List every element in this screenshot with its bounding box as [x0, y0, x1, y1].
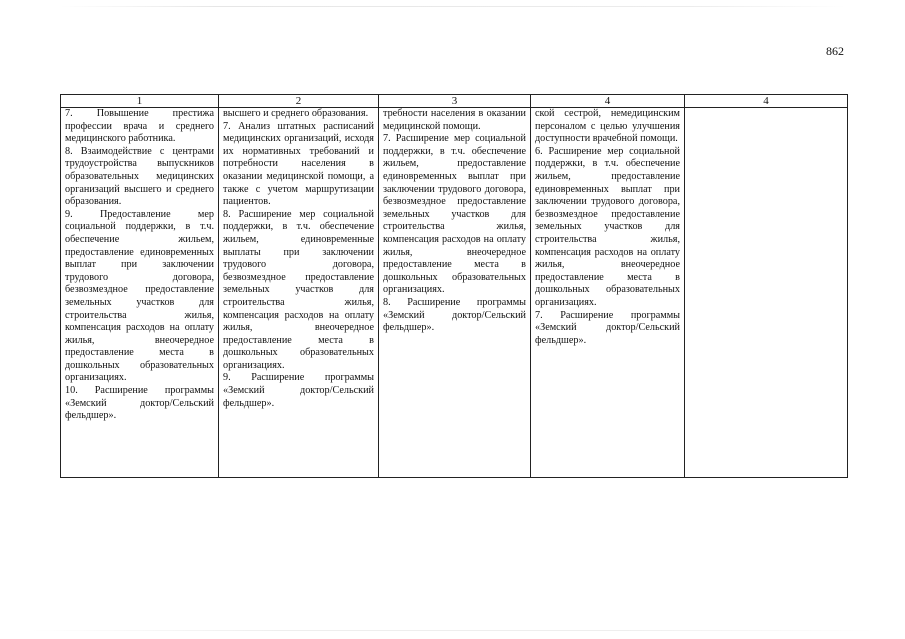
column-header-3: 3 [379, 95, 531, 108]
column-header-4: 4 [531, 95, 685, 108]
column-header-1: 1 [61, 95, 219, 108]
column-header-2: 2 [219, 95, 379, 108]
cell-text: 7. Повышение престижа профессии врача и среднего медицинского работника. 8. Взаимодействие с центрами трудоустройства выпускников образовательных медицинских организаций высшего и среднего образования. 9. Предоставление мер социальной поддержки, в т.ч. обеспечение жильем, предоставление единовременных выплат при заключении трудового договора, безвозмездное предоставление земельных участков для строительства жилья, компенсация расходов на оплату жилья, внеочередное предоставление места в дошкольных образовательных организациях. 10. Расширение программы «Земский доктор/Сельский фельдшер». [65, 108, 214, 422]
table-cell-col-3 [379, 108, 531, 478]
cell-text: ской сестрой, немедицинским персоналом с целью улучшения доступности врачебной помощи. 6. Расширение мер социальной поддержки, в т.ч. обеспечение жильем, предоставление единовременных выплат при заключении трудового договора, безвозмездное предоставление земельных участков для строительства жилья, компенсация расходов на оплату жилья, внеочередное предоставление места в дошкольных образовательных организациях. 7. Расширение программы «Земский доктор/Сельский фельдшер». [535, 108, 680, 346]
scan-artifact-bottom [30, 630, 875, 631]
table-cell-col-5 [685, 108, 848, 478]
table-cell-col-2 [219, 108, 379, 478]
cell-text: высшего и среднего образования. 7. Анализ штатных расписаний медицинских организаций, исходя их нормативных требований и потребности населения в оказании медицинской помощи, а также с учетом маршрутизации пациентов. 8. Расширение мер социальной поддержки, в т.ч. обеспечение жильем, единовременные выплаты при заключении трудового договора, безвозмездное предоставление земельных участков для строительства жилья, компенсация расходов на оплату жилья, внеочередное предоставление места в дошкольных образовательных организациях. 9. Расширение программы «Земский доктор/Сельский фельдшер». [223, 108, 374, 409]
document-table [60, 94, 848, 478]
scan-artifact-top [60, 6, 847, 7]
cell-text: требности населения в оказании медицинской помощи. 7. Расширение мер социальной поддержки, в т.ч. обеспечение жильем, предоставление единовременных выплат при заключении трудового договора, безвозмездное предоставление земельных участков для строительства жилья, компенсация расходов на оплату жилья, внеочередное предоставление места в дошкольных образовательных организациях. 8. Расширение программы «Земский доктор/Сельский фельдшер». [383, 108, 526, 334]
table-cell-col-4 [531, 108, 685, 478]
table-row [61, 108, 848, 478]
column-header-5: 4 [685, 95, 848, 108]
table-cell-col-1 [61, 108, 219, 478]
table-header-row [61, 95, 848, 108]
page-number: 862 [826, 44, 844, 58]
